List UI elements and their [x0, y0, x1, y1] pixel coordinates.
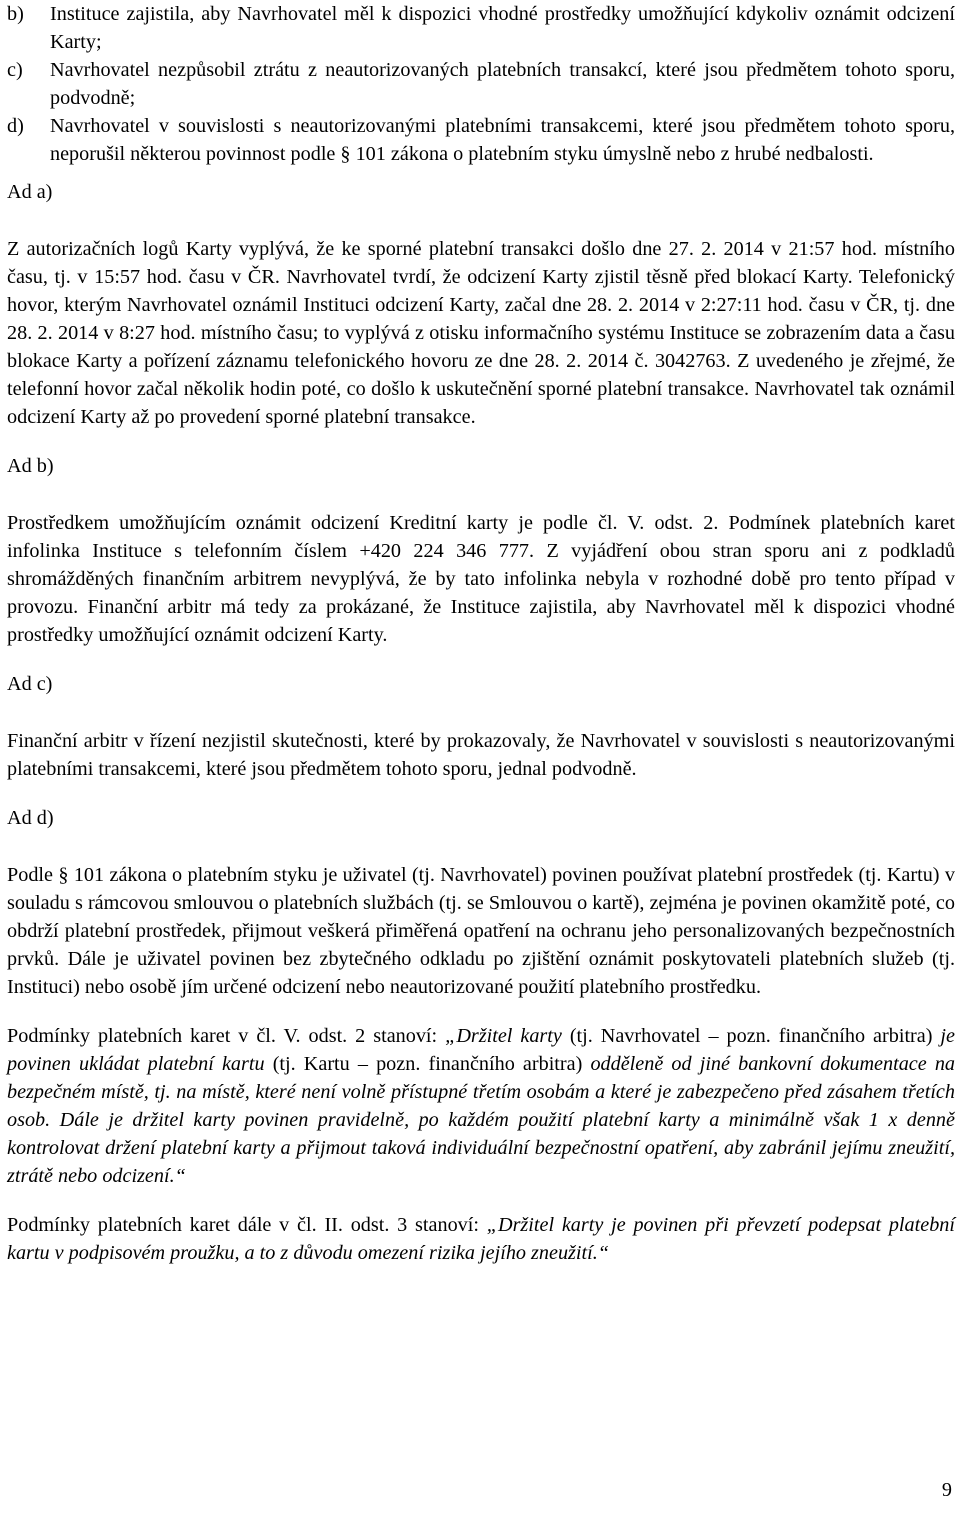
section-paragraph-ad-a: Z autorizačních logů Karty vyplývá, že ke sporné platební transakci došlo dne 27. 2. 2014 v 21:57 hod. místního času, tj. v 15:57 hod. času v ČR. Navrhovatel tvrdí, že odcizení Karty zjistil těsně před blokací Karty. Telefonický hovor, kterým Navrhovatel oznámil Instituci odcizení Karty, začal dne 28. 2. 2014 v 2:27:11 hod. času v ČR, tj. dne 28. 2. 2014 v 8:27 hod. místního času; to vyplývá z otisku informačního systému Instituce se zobrazením data a času blokace Karty a pořízení záznamu telefonického hovoru ze dne 28. 2. 2014 č. 3042763. Z uvedeného je zřejmé, že telefonní hovor začal několik hodin poté, co došlo k uskutečnění sporné platební transakce. Navrhovatel tak oznámil odcizení Karty až po provedení sporné platební transakce. — [7, 238, 955, 428]
card-signing-paragraph — [7, 1211, 955, 1267]
section-heading-ad-b: Ad b) — [7, 455, 54, 477]
section-heading-ad-c: Ad c) — [7, 673, 53, 695]
section-paragraph-ad-b: Prostředkem umožňujícím oznámit odcizení Kreditní karty je podle čl. V. odst. 2. Podmínek platebních karet infolinka Instituce s telefonním číslem +420 224 346 777. Z vyjádření obou stran sporu ani z podkladů shromážděných finančním arbitrem nevyplývá, že by tato infolinka nebyla v rozhodné době pro tento případ v provozu. Finanční arbitr má tedy za prokázané, že Instituce zajistila, aby Navrhovatel měl k dispozici vhodné prostředky umožňující oznámit odcizení Karty. — [7, 512, 955, 646]
card-conditions-intro: Podmínky platebních karet v čl. V. odst. 2 stanoví: — [7, 1025, 446, 1047]
section-paragraph-ad-d: Podle § 101 zákona o platebním styku je uživatel (tj. Navrhovatel) povinen používat platební prostředek (tj. Kartu) v souladu s rámcovou smlouvou o platebních službách (tj. se Smlouvou o kartě), zejména je povinen okamžitě poté, co obdrží platební prostředek, přijmout veškerá přiměřená opatření na ochranu jeho personalizovaných bezpečnostních prvků. Dále je uživatel povinen bez zbytečného odkladu po zjištění oznámit poskytovateli platebních služeb (tj. Instituci) nebo osobě jím určené odcizení nebo neautorizované použití platebního prostředku. — [7, 864, 955, 998]
list-item-d — [7, 112, 955, 168]
list-item-b — [7, 0, 955, 56]
list-marker: b) — [7, 3, 24, 25]
card-conditions-quote-2: je povinen ukládat platební kartu — [7, 1025, 955, 1075]
card-conditions-note-1: (tj. Navrhovatel – pozn. finančního arbitra) — [561, 1025, 941, 1047]
condition-list — [7, 0, 955, 168]
card-conditions-quote-3: odděleně od jiné bankovní dokumentace na bezpečném místě, tj. na místě, které není volně přístupné třetím osobám a které je zabezpečeno před zásahem třetích osob. Dále je držitel karty povinen pravidelně, po každém použití platební karty a minimálně však 1 x denně kontrolovat držení platební karty a přijmout taková individuální bezpečnostní opatření, aby zabránil jejímu zneužití, ztrátě nebo odcizení.“ — [7, 1053, 956, 1187]
list-item-text: Instituce zajistila, aby Navrhovatel měl k dispozici vhodné prostředky umožňující kdykoliv oznámit odcizení Karty; — [50, 3, 955, 53]
card-conditions-quote-1: „Držitel karty — [445, 1025, 562, 1047]
section-heading-ad-a: Ad a) — [7, 181, 53, 203]
card-signing-quote: „Držitel karty je povinen při převzetí podepsat platební kartu v podpisovém proužku, a to z důvodu omezení rizika jejího zneužití.“ — [7, 1214, 955, 1264]
list-item-c — [7, 56, 955, 112]
page-number: 9 — [941, 1479, 952, 1501]
list-item-text: Navrhovatel v souvislosti s neautorizovanými platebními transakcemi, které jsou předmětem tohoto sporu, neporušil některou povinnost podle § 101 zákona o platebním styku úmyslně nebo z hrubé nedbalosti. — [50, 115, 955, 165]
list-item-text: Navrhovatel nezpůsobil ztrátu z neautorizovaných platebních transakcí, které jsou předmětem tohoto sporu, podvodně; — [50, 59, 955, 109]
card-conditions-note-2: (tj. Kartu – pozn. finančního arbitra) — [264, 1053, 591, 1075]
section-heading-ad-d: Ad d) — [7, 807, 54, 829]
list-marker: d) — [7, 115, 24, 137]
section-paragraph-ad-c: Finanční arbitr v řízení nezjistil skutečnosti, které by prokazovaly, že Navrhovatel v souvislosti s neautorizovanými platebními transakcemi, které jsou předmětem tohoto sporu, jednal podvodně. — [7, 730, 955, 780]
document-page — [7, 0, 955, 1267]
card-signing-intro: Podmínky platebních karet dále v čl. II. odst. 3 stanoví: — [7, 1214, 487, 1236]
list-marker: c) — [7, 59, 23, 81]
card-conditions-paragraph — [7, 1022, 955, 1190]
